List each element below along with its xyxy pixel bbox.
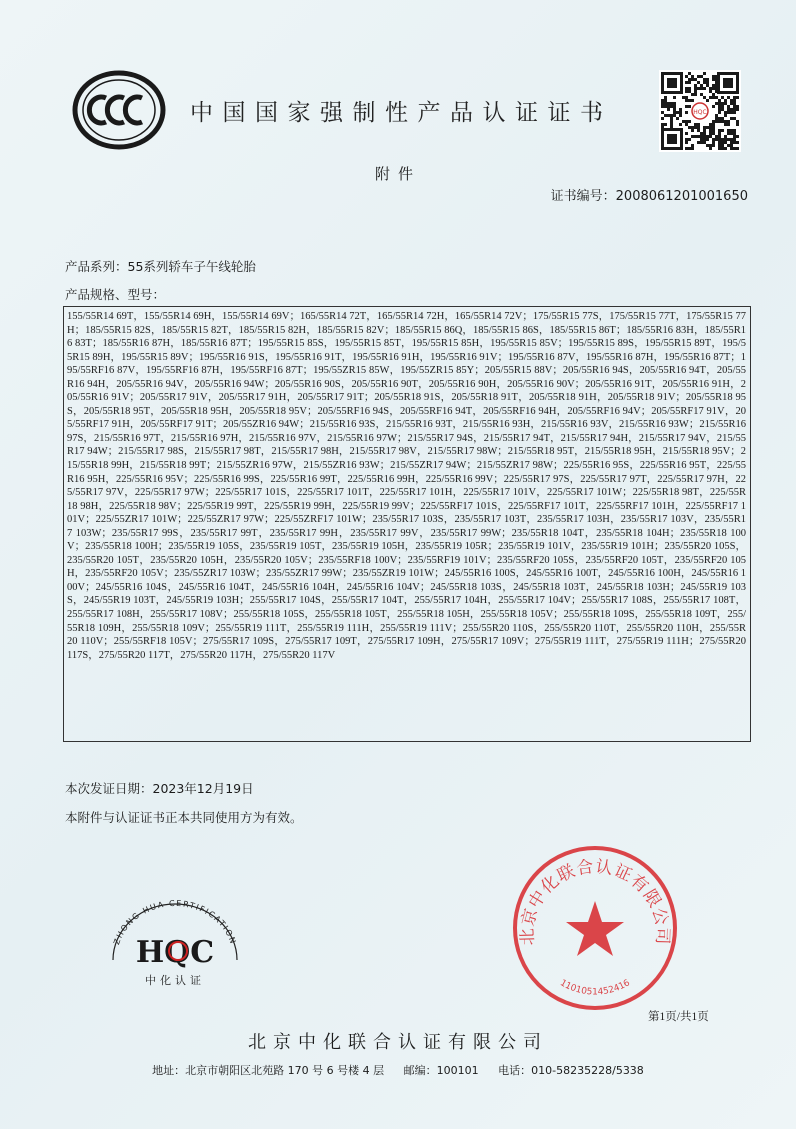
certificate-number: 证书编号：2008061201001650	[550, 189, 748, 204]
product-models-list: 155/55R14 69T，155/55R14 69H，155/55R14 69V；165/55R14 72T，165/55R14 72H，165/55R14 72V；175/55R15 77S，175/55R15 77T，175/55R15 77H；185/55R15 82S，185/55R15 82T，185/55R15 82H，185/55R15 82V；185/55R15 86Q，185/55R15 86S，185/55R15 86T；185/55R16 83H，185/55R16 83T；185/55R16 87H，185/55R16 87T；195/55R15 85S，195/55R15 85T，195/55R15 85H，195/55R15 85V；195/55R15 89S，195/55R15 89T，195/55R15 89H，195/55R15 89V；195/55R16 91S，195/55R16 91T，195/55R16 91H，195/55R16 91V；195/55R16 87V，195/55R16 87H，195/55R16 87T；195/55RF16 87V，195/55RF16 87H，195/55RF16 87T；195/55ZR15 85W，195/55ZR15 85Y；205/55R15 88V；205/55R16 94S，205/55R16 94T，205/55R16 94H，205/55R16 94V，205/55R16 94W；205/55R16 90S，205/55R16 90T，205/55R16 90H，205/55R16 90V；205/55R16 91T，205/55R16 91H，205/55R16 91V；205/55R17 91V，205/55R17 91H，205/55R17 91T；205/55R18 91S，205/55R18 91T，205/55R18 91H，205/55R18 91V；205/55R18 95S，205/55R18 95T，205/55R18 95H，205/55R18 95V；205/55RF16 94S，205/55RF16 94T，205/55RF16 94H，205/55RF16 94V；205/55RF17 91V，205/55RF17 91H，205/55RF17 91T；205/55ZR16 94W；215/55R16 93S，215/55R16 93T，215/55R16 93H，215/55R16 93V，215/55R16 93W；215/55R16 97S，215/55R16 97T，215/55R16 97H，215/55R16 97V，215/55R16 97W；215/55R17 94S，215/55R17 94T，215/55R17 94H，215/55R17 94V，215/55R17 94W；215/55R17 98S，215/55R17 98T，215/55R17 98H，215/55R17 98V，215/55R17 98W；215/55R18 95T，215/55R18 95H，215/55R18 95V；215/55R18 99H，215/55R18 99T；215/55ZR16 97W，215/55ZR16 93W；215/55ZR17 94W；215/55ZR17 98W；225/55R16 95S，225/55R16 95T，225/55R16 95H，225/55R16 95V；225/55R16 99S，225/55R16 99T，225/55R16 99H，225/55R16 99V；225/55R17 97S，225/55R17 97T，225/55R17 97H，225/55R17 97V，225/55R17 97W；225/55R17 101S，225/55R17 101T，225/55R17 101H，225/55R17 101V，225/55R17 101W；225/55R18 98T，225/55R18 98H，225/55R18 98V；225/55R19 99T，225/55R19 99H，225/55R19 99V；225/55RF17 101S，225/55RF17 101T，225/55RF17 101H，225/55RF17 101V；225/55ZR17 101W；225/55ZR17 97W；225/55ZRF17 101W；235/55R17 103S，235/55R17 103T，235/55R17 103H，235/55R17 103V，235/55R17 103W；235/55R17 99S，235/55R17 99T，235/55R17 99H，235/55R17 99V，235/55R17 99W；235/55R18 104T，235/55R18 104H；235/55R18 100V；235/55R18 100H；235/55R19 105S，235/55R19 105T，235/55R19 105H，235/55R19 105R；235/55R19 101V，235/55R19 101H；235/55R20 105S，235/55R20 105T，235/55R20 105H，235/55R20 105V；235/55RF18 100V；235/55RF19 101V；235/55RF20 105S，235/55RF20 105T，235/55RF20 105H，235/55RF20 105V；235/55ZR17 103W；235/55ZR17 99W；235/55ZR19 101W；245/55R16 100S，245/55R16 100T，245/55R16 100H，245/55R16 100V；245/55R16 104S，245/55R16 104T，245/55R16 104H，245/55R16 104V；245/55R18 103S，245/55R18 103T，245/55R18 103H；245/55R19 103S，245/55R19 103T，245/55R19 103H；255/55R17 104S，255/55R17 104T，255/55R17 104H，255/55R17 104V；255/55R17 108S，255/55R17 108T，255/55R17 108H，255/55R17 108V；255/55R18 105S，255/55R18 105T，255/55R18 105H，255/55R18 105V；255/55R18 109S，255/55R18 109T，255/55R18 109H，255/55R18 109V；255/55R19 111T，255/55R19 111H，255/55R19 111V；255/55R20 110S，255/55R20 110T，255/55R20 110H，255/55R20 110V；255/55RF18 105V；275/55R17 109S，275/55R17 109T，275/55R17 109H，275/55R17 109V；275/55R19 111T，275/55R19 111H；275/55R20 117S，275/55R20 117T，275/55R20 117H，275/55R20 117V	[67, 311, 746, 661]
product-series: 产品系列：55系列轿车子午线轮胎	[65, 259, 256, 274]
ccc-logo-icon	[72, 70, 166, 150]
hqc-chinese-text: 中化认证	[145, 974, 205, 987]
contact-line	[0, 1062, 796, 1078]
product-models-box	[63, 306, 751, 742]
certificate-title: 中国国家强制性产品认证证书	[190, 100, 613, 126]
seal-arc-text: 北京中化联合认证有限公司	[517, 856, 673, 946]
contact-phone: 电话：010-58235228/5338	[498, 1064, 644, 1077]
svg-text:HQC: HQC	[693, 109, 707, 116]
validity-note: 本附件与认证证书正本共同使用方为有效。	[65, 810, 303, 825]
product-models-label: 产品规格、型号：	[65, 287, 166, 302]
hqc-logo-text: HQC	[135, 935, 215, 970]
page-number: 第1页/共1页	[648, 1011, 709, 1023]
contact-postcode: 邮编：100101	[403, 1064, 479, 1077]
seal-number: 1101051452416	[558, 978, 632, 998]
issue-date: 本次发证日期：2023年12月19日	[65, 781, 254, 796]
official-red-seal	[510, 843, 680, 1013]
organization-name: 北京中化联合认证有限公司	[248, 1032, 548, 1053]
attachment-label: 附件	[374, 165, 421, 183]
svg-text:1101051452416	[558, 978, 632, 997]
qr-code-icon	[659, 70, 741, 152]
contact-address: 地址：北京市朝阳区北苑路 170 号 6 号楼 4 层	[152, 1064, 385, 1077]
hqc-certification-seal	[95, 880, 255, 1000]
hqc-arc-text: ZHONG HUA CERTIFICATION	[112, 898, 238, 946]
